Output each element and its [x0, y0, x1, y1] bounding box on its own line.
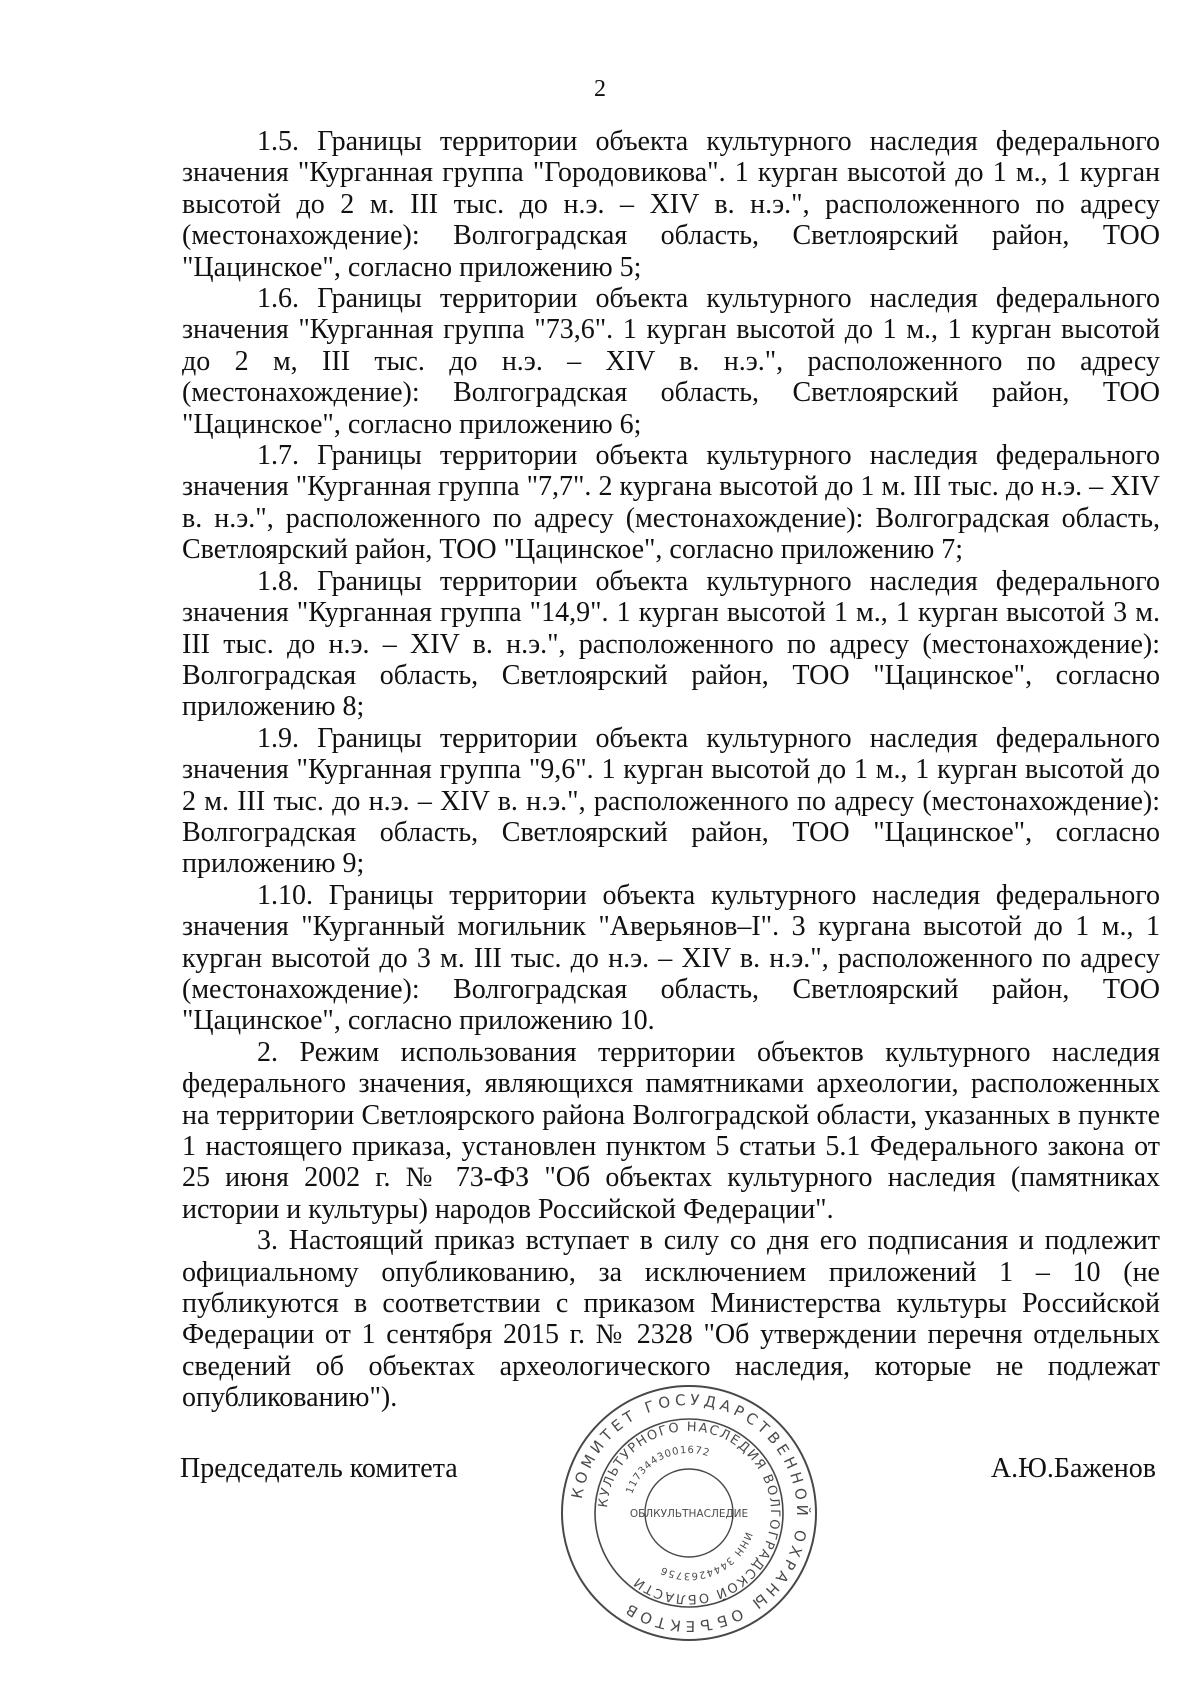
svg-text:КОМИТЕТ ГОСУДАРСТВЕННОЙ ОХРАНЫ: КОМИТЕТ ГОСУДАРСТВЕННОЙ ОХРАНЫ ОБЪЕКТОВ — [567, 1390, 812, 1636]
document-body — [182, 126, 1160, 1414]
paragraph-1-7: 1.7. Границы территории объекта культурного наследия федерального значения "Курганная группа "7,7". 2 кургана высотой до 1 м. III тыс. до н.э. – XIV в. н.э.", расположенного по адресу (местонахождение): Волгоградская область, Светлоярский район, ТОО "Цацинское", согласно приложению 7; — [182, 440, 1160, 566]
paragraph-1-5: 1.5. Границы территории объекта культурного наследия федерального значения "Курганная группа "Городовикова". 1 курган высотой до 1 м., 1 курган высотой до 2 м. III тыс. до н.э. – XIV в. н.э.", расположенного по адресу (местонахождение): Волгоградская область, Светлоярский район, ТОО "Цацинское", согласно приложению 5; — [182, 126, 1160, 283]
page-number: 2 — [594, 76, 606, 102]
paragraph-1-8: 1.8. Границы территории объекта культурного наследия федерального значения "Курганная группа "14,9". 1 курган высотой 1 м., 1 курган высотой 3 м. III тыс. до н.э. – XIV в. н.э.", расположенного по адресу (местонахождение): Волгоградская область, Светлоярский район, ТОО "Цацинское", согласно приложению 8; — [182, 565, 1160, 723]
svg-text:1173443001672: 1173443001672 — [624, 1444, 712, 1496]
paragraph-1-9: 1.9. Границы территории объекта культурного наследия федерального значения "Курганная группа "9,6". 1 курган высотой до 1 м., 1 курган высотой до 2 м. III тыс. до н.э. – XIV в. н.э.", расположенного по адресу (местонахождение): Волгоградская область, Светлоярский район, ТОО "Цацинское", согласно приложению 9; — [182, 722, 1160, 880]
svg-text:ИНН 3444263756: ИНН 3444263756 — [658, 1530, 754, 1582]
signatory-title: Председатель комитета — [180, 1453, 458, 1484]
paragraph-1-6: 1.6. Границы территории объекта культурного наследия федерального значения "Курганная группа "73,6". 1 курган высотой до 1 м., 1 курган высотой до 2 м, III тыс. до н.э. – XIV в. н.э.", расположенного по адресу (местонахождение): Волгоградская область, Светлоярский район, ТОО "Цацинское", согласно приложению 6; — [182, 283, 1160, 440]
paragraph-1-10: 1.10. Границы территории объекта культурного наследия федерального значения "Курганный могильник "Аверьянов–I". 3 кургана высотой до 1 м., 1 курган высотой до 3 м. III тыс. до н.э. – XIV в. н.э.", расположенного по адресу (местонахождение): Волгоградская область, Светлоярский район, ТОО "Цацинское", согласно приложению 10. — [182, 879, 1160, 1037]
svg-text:ОБЛКУЛЬТНАСЛЕДИЕ: ОБЛКУЛЬТНАСЛЕДИЕ — [629, 1508, 749, 1520]
official-seal — [558, 1382, 820, 1644]
signatory-name: А.Ю.Баженов — [990, 1453, 1156, 1484]
paragraph-2: 2. Режим использования территории объектов культурного наследия федерального значения, являющихся памятниками археологии, расположенных на территории Светлоярского района Волгоградской области, указанных в пункте 1 настоящего приказа, установлен пунктом 5 статьи 5.1 Федерального закона от 25 июня 2002 г. № 73-ФЗ "Об объектах культурного наследия (памятниках истории и культуры) народов Российской Федерации". — [182, 1036, 1160, 1225]
paragraph-3: 3. Настоящий приказ вступает в силу со дня его подписания и подлежит официальному опубликованию, за исключением приложений 1 – 10 (не публикуются в соответствии с приказом Министерства культуры Российской Федерации от 1 сентября 2015 г. № 2328 "Об утверждении перечня отдельных сведений об объектах археологического наследия, которые не подлежат опубликованию"). — [182, 1225, 1160, 1414]
seal-lettering — [568, 1391, 812, 1635]
svg-text:КУЛЬТУРНОГО НАСЛЕДИЯ ВОЛГОГРАД: КУЛЬТУРНОГО НАСЛЕДИЯ ВОЛГОГРАДСКОЙ ОБЛАСТИ — [596, 1419, 783, 1607]
